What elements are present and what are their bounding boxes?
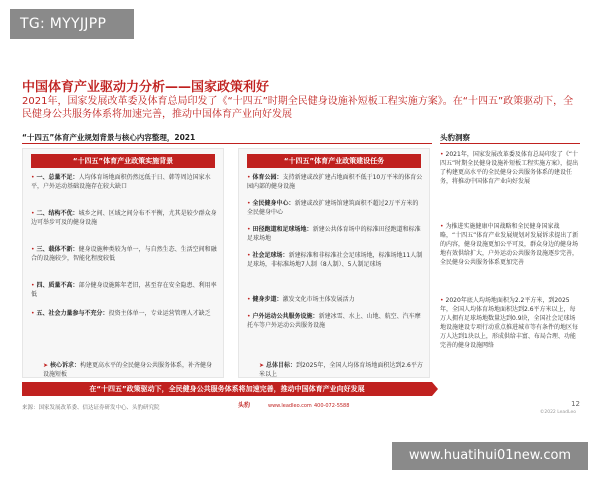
background-item-label: 五、社会力量参与不充分：	[36, 310, 109, 317]
task-item-label: 全民健身中心：	[252, 200, 295, 207]
task-item-text: 新建公共体育场中的标准田径跑道和标准足球场地	[247, 226, 421, 242]
task-item-label: 田径跑道和足球场地：	[252, 226, 313, 233]
task-item-5: • 健身步道：激发文化市场主体发展活力	[247, 296, 355, 303]
task-item-4: • 社会足球场：新建标准和非标准社会足球场地，标准场地11人制足球场，非标准场地7人制（8人制）、5人制足球场	[247, 252, 423, 268]
insight-text: 2021年，国家发展改革委及体育总局印发了《“十四五”时期全民健身设施补短板工程实施方案》，提出了构建更高水平的全民健身公共服务体系的建设任务，将推动中国体育产业向好发展	[440, 151, 579, 185]
footer-url[interactable]: www.leadleo.com	[268, 403, 312, 409]
background-item-label: 一、总量不足：	[36, 174, 79, 181]
source-note: 来源：国家发展改革委、信达证券研发中心、头豹研究院	[22, 405, 160, 411]
insight-item-2: • 为推进实施健康中国战略和全民健身国家战略，“十四五”体育产业发展规划对发展诉求提出了新的内容，健身设施更加公平可及，群众身边的健身场地有效供给扩大，户外运动公共服务设施逐步完善，全民健身公共服务体系更加完善	[440, 223, 579, 266]
conclusion-text: 在“十四五”政策驱动下，全民健身公共服务体系将加速完善，推动中国体育产业向好发展	[89, 385, 365, 393]
background-item-text: 城乡之间、区域之间分布不平衡，尤其是较少群众身边可举步可及的健身设施	[31, 210, 217, 226]
conclusion-banner	[22, 382, 432, 396]
policy-background-header: “十四五”体育产业政策实施背景	[31, 154, 215, 168]
task-item-label: 社会足球场：	[252, 252, 289, 259]
background-item-text: 部分健身设施陈年老旧，甚至存在安全隐患、利用率低	[31, 282, 217, 298]
construction-tasks-panel	[238, 148, 430, 378]
overall-goal-label: 总体目标：	[266, 362, 297, 369]
background-item-4: • 四、质量不高：部分健身设施陈年老旧，甚至存在安全隐患、利用率低	[31, 282, 217, 298]
insight-heading: 头豹洞察	[440, 133, 470, 142]
core-demand-label: 核心诉求：	[50, 362, 81, 369]
background-item-2: • 二、结构不优：城乡之间、区域之间分布不平衡，尤其是较少群众身边可举步可及的健身设施	[31, 210, 217, 226]
background-item-text: 健身设施种类较为单一，与自然生态、生活空间和融合的设施较少，智能化程度较低	[31, 246, 217, 262]
background-item-5: • 五、社会力量参与不充分：投资主体单一，专业运营管理人才缺乏	[31, 310, 211, 317]
banner-arrow-icon	[432, 382, 438, 396]
background-item-1: • 一、总量不足：人均体育场地面积仍然远低于日、韩等周边国家水平，户外运动基础设施存在较大缺口	[31, 174, 211, 190]
page-title: 中国体育产业驱动力分析——国家政策利好	[22, 80, 270, 95]
arrow-right-icon: ➤	[43, 362, 49, 369]
background-item-text: 人均体育场地面积仍然远低于日、韩等周边国家水平，户外运动基础设施存在较大缺口	[31, 174, 211, 190]
task-item-text: 新建或改扩建场馆建筑面积不超过2万平方米的全民健身中心	[247, 200, 419, 216]
watermark-top-left: TG: MYYJJPP	[10, 9, 134, 39]
construction-tasks-header: “十四五”体育产业政策建设任务	[247, 154, 421, 168]
background-item-3: • 三、载体不新：健身设施种类较为单一，与自然生态、生活空间和融合的设施较少，智能化程度较低	[31, 246, 217, 262]
page-number: 12	[571, 400, 580, 408]
insight-item-1: • 2021年，国家发展改革委及体育总局印发了《“十四五”时期全民健身设施补短板工程实施方案》，提出了构建更高水平的全民健身公共服务体系的建设任务，将推动中国体育产业向好发展	[440, 151, 579, 185]
overall-goal	[259, 361, 423, 379]
insight-divider	[440, 143, 580, 144]
task-item-label: 健身步道：	[252, 296, 283, 303]
task-item-6: • 户外运动公共服务设施：新建冰雪、水上、山地、航空、汽车摩托车等户外运动公共服务设施	[247, 313, 421, 329]
task-item-text: 激发文化市场主体发展活力	[282, 296, 355, 303]
insight-item-3: • 2020年底人均场地面积为2.2平方米，到2025年，全国人均体育场地面积达到2.6平方米以上，每万人拥有足球场地数量达到0.9块，全国社会足球场地设施建设专项行动重点推进城市等有条件的地区每万人达到1块以上，形成供给丰富、布局合理、功能完善的健身设施网络	[440, 297, 579, 349]
task-item-label: 户外运动公共服务设施：	[252, 313, 319, 320]
insight-text: 为推进实施健康中国战略和全民健身国家战略，“十四五”体育产业发展规划对发展诉求提出了新的内容，健身设施更加公平可及，群众身边的健身场地有效供给扩大，户外运动公共服务设施逐步完善，全民健身公共服务体系更加完善	[440, 223, 579, 266]
section-divider	[22, 143, 432, 144]
background-item-text: 投资主体单一，专业运营管理人才缺乏	[108, 310, 211, 317]
brand-logo: 头豹	[238, 402, 251, 409]
background-item-label: 二、结构不优：	[36, 210, 79, 217]
task-item-2: • 全民健身中心：新建或改扩建场馆建筑面积不超过2万平方米的全民健身中心	[247, 200, 419, 216]
copyright: ©2022 LeadLeo	[539, 410, 576, 415]
task-item-text: 新建标准和非标准社会足球场地，标准场地11人制足球场，非标准场地7人制（8人制）、5人制足球场	[247, 252, 423, 268]
overall-goal-text: 到2025年，全国人均体育场地面积达到2.6平方米以上	[259, 362, 423, 378]
insight-text: 2020年底人均场地面积为2.2平方米，到2025年，全国人均体育场地面积达到2.6平方米以上，每万人拥有足球场地数量达到0.9块，全国社会足球场地设施建设专项行动重点推进城市等有条件的地区每万人达到1块以上，形成供给丰富、布局合理、功能完善的健身设施网络	[440, 297, 579, 349]
task-item-1: • 体育公园：支持新建或改扩建占地面积不低于10万平米的体育公园内部的健身设施	[247, 174, 423, 190]
task-item-3: • 田径跑道和足球场地：新建公共体育场中的标准田径跑道和标准足球场地	[247, 226, 421, 242]
watermark-bottom-right: www.huatihui01new.com	[392, 442, 588, 470]
task-item-label: 体育公园：	[252, 174, 283, 181]
page-subtitle: 2021年，国家发展改革委及体育总局印发了《“十四五”时期全民健身设施补短板工程实施方案》。在“十四五”政策驱动下，全民健身公共服务体系将加速完善，推动中国体育产业向好发展	[22, 96, 574, 120]
task-item-text: 新建冰雪、水上、山地、航空、汽车摩托车等户外运动公共服务设施	[247, 313, 421, 329]
policy-background-panel	[22, 148, 224, 378]
task-item-text: 支持新建或改扩建占地面积不低于10万平米的体育公园内部的健身设施	[247, 174, 423, 190]
section-heading: “十四五”体育产业规划背景与核心内容整理，2021	[22, 133, 196, 142]
background-item-label: 四、质量不高：	[36, 282, 79, 289]
footer-phone: 400-072-5588	[314, 403, 350, 409]
core-demand	[43, 361, 215, 379]
slide	[14, 70, 588, 415]
background-item-label: 三、载体不新：	[36, 246, 79, 253]
core-demand-text: 构建更高水平的全民健身公共服务体系，补齐健身设施短板	[43, 362, 213, 378]
arrow-right-icon: ➤	[259, 362, 265, 369]
